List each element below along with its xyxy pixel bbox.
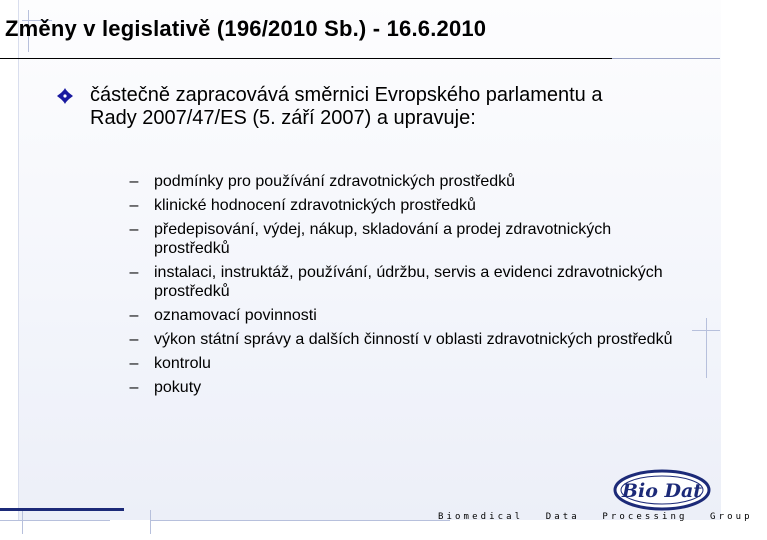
dash-bullet: – [129,355,139,372]
list-item [124,330,684,349]
footer-word: Biomedical [438,512,524,522]
list-item [124,378,684,397]
decor-line [0,520,110,521]
decor-line [706,318,707,378]
footer-word: Processing [602,512,688,522]
main-bullet [56,84,616,130]
biodat-logo [612,468,712,512]
list-item-text: předepisování, výdej, nákup, skladování a prodej zdravotnických prostředků [154,221,612,257]
list-item-text: oznamovací povinnosti [154,307,317,324]
list-item [124,196,684,215]
main-bullet-text: částečně zapracovává směrnici Evropského parlamentu a Rady 2007/47/ES (5. září 2007) a upravuje: [90,84,603,129]
dash-bullet: – [129,197,139,214]
list-item-text: instalaci, instruktáž, používání, údržbu, servis a evidenci zdravotnických prostředků [154,264,663,300]
sub-bullet-list [124,172,684,402]
dash-bullet: – [129,264,139,281]
dash-bullet: – [129,221,139,238]
list-item-text: pokuty [154,379,202,396]
decor-line [150,510,151,534]
footer-word: Data [545,512,580,522]
decor-line [150,520,450,521]
dash-bullet: – [129,379,139,396]
list-item [124,354,684,373]
dash-bullet: – [129,331,139,348]
list-item-text: klinické hodnocení zdravotnických prostředků [154,197,476,214]
dash-bullet: – [129,173,139,190]
list-item [124,220,684,258]
title-underline [0,58,612,59]
dash-bullet: – [129,307,139,324]
list-item [124,263,684,301]
diamond-bullet-icon [56,87,74,105]
list-item [124,306,684,325]
footer-word: Group [710,512,753,522]
list-item-text: výkon státní správy a dalších činností v oblasti zdravotnických prostředků [154,331,673,348]
footer-rule [0,508,124,511]
decor-line [692,330,720,331]
list-item-text: kontrolu [154,355,211,372]
list-item-text: podmínky pro používání zdravotnických prostředků [154,173,516,190]
list-item [124,172,684,191]
slide-title: Změny v legislativě (196/2010 Sb.) - 16.6.2010 [5,16,487,41]
logo-text: Bio Dat [621,480,703,502]
footer-tagline [438,512,767,522]
decor-line [22,510,23,534]
title-underline-accent [612,58,720,59]
